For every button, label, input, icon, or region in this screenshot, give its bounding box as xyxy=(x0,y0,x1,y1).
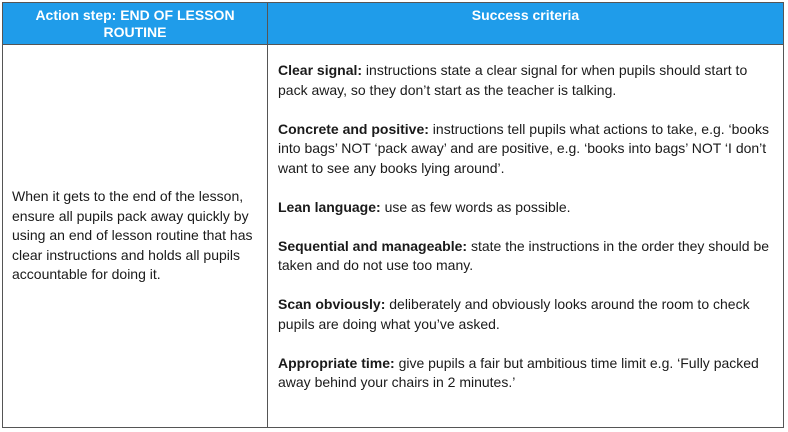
criterion-sequential-manageable xyxy=(278,237,773,276)
criterion-text: state the instructions in the order they should be taken and do not use too many. xyxy=(278,237,770,273)
criterion-text: instructions tell pupils what actions to take, e.g. ‘books into bags’ NOT ‘pack away’ and are positive, e.g. ‘books into bags’ NOT ‘I don’t want to see any books lying around’. xyxy=(278,120,769,176)
criterion-clear-signal xyxy=(278,61,773,100)
criterion-text: instructions state a clear signal for when pupils should start to pack away, so they don’t start as the teacher is talking. xyxy=(278,62,748,98)
criterion-title: Appropriate time: xyxy=(278,354,395,371)
criterion-text: use as few words as possible. xyxy=(380,198,571,215)
criterion-title: Lean language: xyxy=(278,198,381,215)
criterion-text: deliberately and obviously looks around the room to check pupils are doing what you’ve asked. xyxy=(278,296,750,332)
action-step-text: When it gets to the end of the lesson, ensure all pupils pack away quickly by using an end of lesson routine that has clear instructions and holds all pupils accountable for doing it. xyxy=(12,188,253,283)
routine-table xyxy=(2,2,784,428)
criterion-title: Clear signal: xyxy=(278,62,363,78)
criterion-scan-obviously xyxy=(278,295,773,334)
criterion-appropriate-time xyxy=(278,354,773,393)
criterion-concrete-positive xyxy=(278,120,773,179)
criterion-title: Concrete and positive: xyxy=(278,120,429,137)
criterion-lean-language xyxy=(278,198,773,218)
criterion-title: Sequential and manageable: xyxy=(278,237,468,254)
action-step-cell xyxy=(3,45,268,427)
header-action-step: Action step: END OF LESSON ROUTINE xyxy=(3,3,268,45)
header-success-criteria: Success criteria xyxy=(268,3,783,45)
criterion-text: give pupils a fair but ambitious time limit e.g. ‘Fully packed away behind your chairs in 2 minutes.’ xyxy=(278,354,759,390)
criterion-title: Scan obviously: xyxy=(278,296,386,312)
success-criteria-cell xyxy=(268,45,783,427)
